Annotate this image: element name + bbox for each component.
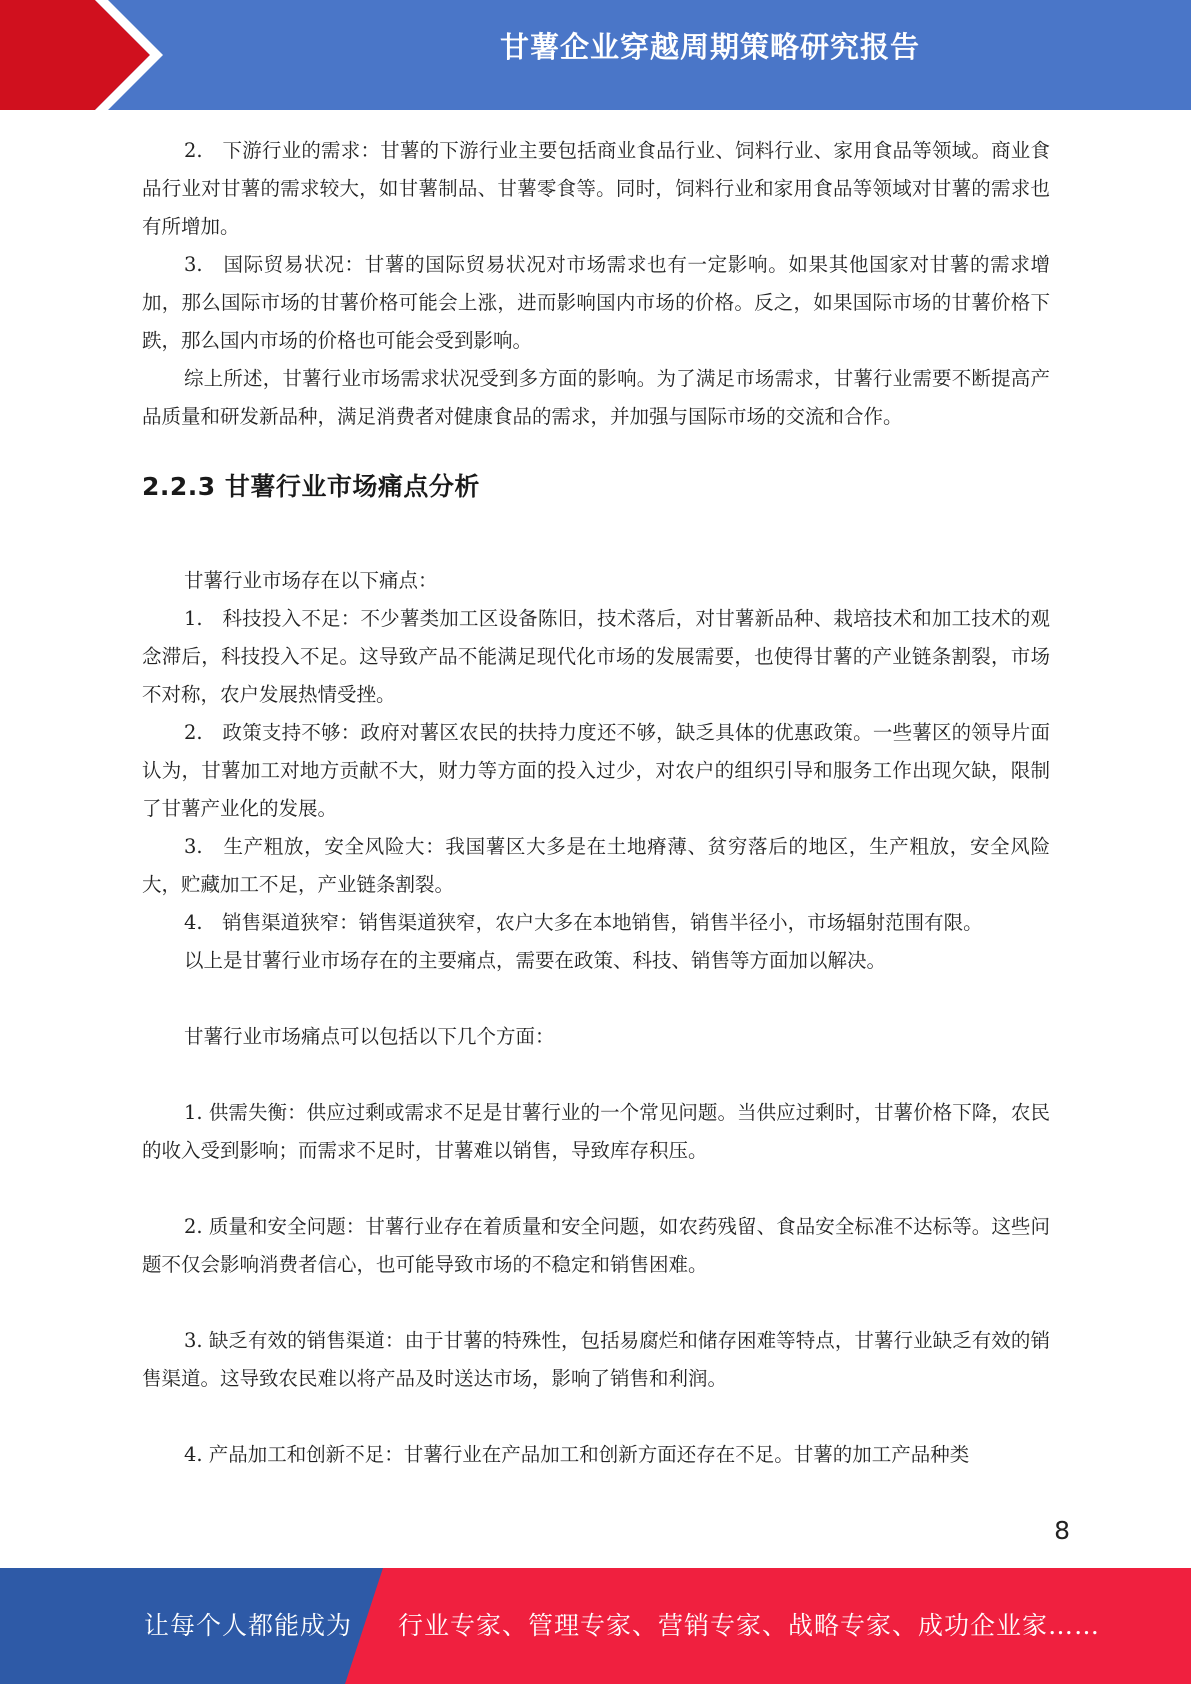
aspect-supply-demand: 1. 供需失衡：供应过剩或需求不足是甘薯行业的一个常见问题。当供应过剩时，甘薯价格下降，农民的收入受到影响；而需求不足时，甘薯难以销售，导致库存积压。 (142, 1101, 1050, 1162)
footer-slogan-left: 让每个人都能成为 (144, 1611, 353, 1640)
page-number: 8 (1054, 1516, 1070, 1545)
page-header (0, 0, 1191, 110)
section-heading: 2.2.3 甘薯行业市场痛点分析 (142, 472, 480, 501)
pain-point-technology: 1. 科技投入不足：不少薯类加工区设备陈旧，技术落后，对甘薯新品种、栽培技术和加工技术的观念滞后，科技投入不足。这导致产品不能满足现代化市场的发展需要，也使得甘薯的产业链条割裂，市场不对称，农户发展热情受挫。 (142, 607, 1050, 706)
page-footer (0, 1568, 1191, 1684)
aspect-sales-channel: 3. 缺乏有效的销售渠道：由于甘薯的特殊性，包括易腐烂和储存困难等特点，甘薯行业缺乏有效的销售渠道。这导致农民难以将产品及时送达市场，影响了销售和利润。 (142, 1329, 1050, 1390)
paragraph-downstream-demand: 2. 下游行业的需求：甘薯的下游行业主要包括商业食品行业、饲料行业、家用食品等领域。商业食品行业对甘薯的需求较大，如甘薯制品、甘薯零食等。同时，饲料行业和家用食品等领域对甘薯的需求也有所增加。 (142, 139, 1050, 238)
pain-points-intro: 甘薯行业市场存在以下痛点： (184, 569, 438, 592)
paragraph-international-trade: 3. 国际贸易状况：甘薯的国际贸易状况对市场需求也有一定影响。如果其他国家对甘薯的需求增加，那么国际市场的甘薯价格可能会上涨，进而影响国内市场的价格。反之，如果国际市场的甘薯价格下跌，那么国内市场的价格也可能会受到影响。 (142, 253, 1050, 352)
paragraph-demand-summary: 综上所述，甘薯行业市场需求状况受到多方面的影响。为了满足市场需求，甘薯行业需要不断提高产品质量和研发新品种，满足消费者对健康食品的需求，并加强与国际市场的交流和合作。 (142, 367, 1050, 428)
pain-point-sales-channel: 4. 销售渠道狭窄：销售渠道狭窄，农户大多在本地销售，销售半径小，市场辐射范围有限。 (184, 911, 983, 934)
aspects-intro: 甘薯行业市场痛点可以包括以下几个方面： (184, 1025, 555, 1048)
aspect-quality-safety: 2. 质量和安全问题：甘薯行业存在着质量和安全问题，如农药残留、食品安全标准不达标等。这些问题不仅会影响消费者信心，也可能导致市场的不稳定和销售困难。 (142, 1215, 1050, 1276)
page-content (142, 132, 1050, 1474)
aspect-processing-innovation: 4. 产品加工和创新不足：甘薯行业在产品加工和创新方面还存在不足。甘薯的加工产品种类 (184, 1443, 970, 1466)
footer-slogan-right: 行业专家、管理专家、营销专家、战略专家、成功企业家…… (398, 1611, 1101, 1640)
pain-points-conclusion: 以上是甘薯行业市场存在的主要痛点，需要在政策、科技、销售等方面加以解决。 (184, 949, 887, 972)
pain-point-policy: 2. 政策支持不够：政府对薯区农民的扶持力度还不够，缺乏具体的优惠政策。一些薯区的领导片面认为，甘薯加工对地方贡献不大，财力等方面的投入过少，对农户的组织引导和服务工作出现欠缺，限制了甘薯产业化的发展。 (142, 721, 1050, 820)
report-title: 甘薯企业穿越周期策略研究报告 (499, 30, 920, 64)
pain-point-production: 3. 生产粗放，安全风险大：我国薯区大多是在土地瘠薄、贫穷落后的地区，生产粗放，安全风险大，贮藏加工不足，产业链条割裂。 (142, 835, 1050, 896)
